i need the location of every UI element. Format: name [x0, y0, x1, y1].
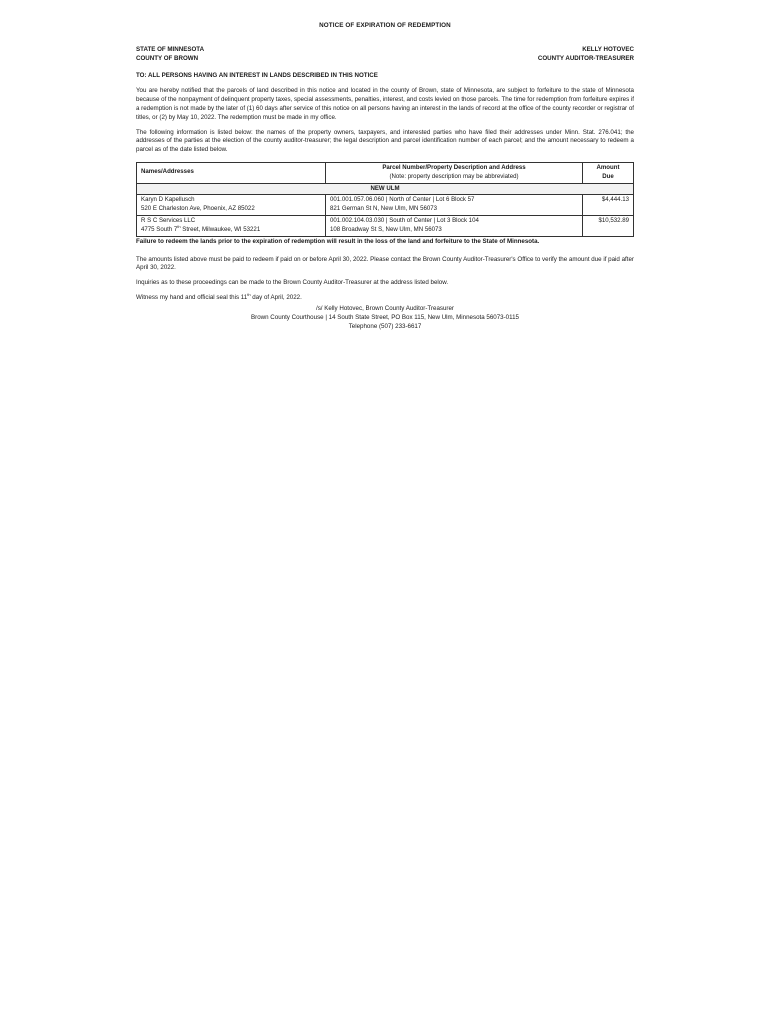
forfeiture-paragraph: You are hereby notified that the parcels of land described in this notice and located in the county of Brown, state of Minnesota, are subject to forfeiture to the state of Minnesota because of the nonpayment of delinquent property taxes, special assessments, penalties, interest, and costs levied on those parcels. The time for redemption from forfeiture expires if a redemption is not made by the later of (1) 60 days after service of this notice on all persons having an interest in the lands of record at the office of the county recorder or registrar of titles, or (2) by May 10, 2022. The redemption must be made in my office. — [136, 87, 634, 121]
amount-due: $4,444.13 — [583, 195, 634, 216]
parcel-description: 001.001.057.06.060 | North of Center | Lot 6 Block 57 — [330, 196, 475, 204]
ordinal-suffix: th — [247, 291, 251, 297]
parcel-cell — [326, 216, 583, 237]
amount-due: $10,532.89 — [583, 216, 634, 237]
jurisdiction-block — [136, 45, 204, 64]
official-block — [538, 45, 634, 64]
parcel-header-label: Parcel Number/Property Description and Address — [382, 163, 526, 171]
addressee-line: TO: ALL PERSONS HAVING AN INTEREST IN LANDS DESCRIBED IN THIS NOTICE — [136, 71, 378, 79]
county-line: COUNTY OF BROWN — [136, 55, 199, 63]
notice-page — [136, 22, 634, 332]
ordinal-suffix: th — [177, 223, 181, 229]
property-address: 821 German St N, New Ulm, MN 56073 — [330, 205, 438, 213]
witness-line — [136, 291, 634, 303]
parcel-description: 001.002.104.03.030 | South of Center | Lot 3 Block 104 — [330, 217, 479, 225]
inquiries-paragraph: Inquiries as to these proceedings can be made to the Brown County Auditor-Treasurer at the address listed below. — [136, 279, 449, 287]
signature-block — [136, 304, 634, 332]
table-row — [137, 195, 634, 216]
witness-text: Witness my hand and official seal this 11 — [136, 293, 248, 301]
amount-header-line1: Amount — [596, 163, 620, 171]
state-line: STATE OF MINNESOTA — [136, 45, 205, 53]
notice-title: NOTICE OF EXPIRATION OF REDEMPTION — [319, 22, 451, 29]
owner-address — [141, 223, 321, 235]
property-address: 108 Broadway St S, New Ulm, MN 56073 — [330, 225, 442, 233]
payment-paragraph: The amounts listed above must be paid to redeem if paid on or before April 30, 2022. Please contact the Brown County Auditor-Treasurer's Office to verify the amount due if paid after April 30, 2022. — [136, 255, 634, 272]
courthouse-address: Brown County Courthouse | 14 South State Street, PO Box 115, New Ulm, Minnesota 56073-0115 — [251, 313, 519, 321]
telephone-line: Telephone (507) 233-6617 — [348, 323, 422, 331]
signature-line: /s/ Kelly Hotovec, Brown County Auditor-Treasurer — [315, 304, 454, 312]
notice-header — [136, 45, 634, 64]
owner-name: Karyn D Kapellusch — [141, 196, 195, 204]
owner-address: 520 E Charleston Ave, Phoenix, AZ 85022 — [141, 205, 255, 213]
table-header-row — [137, 162, 634, 183]
owner-address-part: Street, Milwaukee, WI 53221 — [180, 225, 261, 233]
information-paragraph: The following information is listed below: the names of the property owners, taxpayers, and interested parties who have filed their addresses under Minn. Stat. 276.041; the addresses of the parties at the election of the county auditor-treasurer; the legal description and parcel identification number of each parcel; and the amount necessary to redeem a parcel as of the date listed below. — [136, 128, 634, 154]
parcel-cell — [326, 195, 583, 216]
amount-header-line2: Due — [602, 172, 614, 180]
owner-address-part: 4775 South 7 — [141, 225, 178, 233]
parcel-header-note: (Note: property description may be abbreviated) — [389, 172, 519, 180]
owner-cell — [137, 216, 326, 237]
failure-warning: Failure to redeem the lands prior to the expiration of redemption will result in the loss of the land and forfeiture to the State of Minnesota. — [136, 237, 540, 245]
names-header: Names/Addresses — [137, 162, 326, 183]
witness-text: day of April, 2022. — [250, 293, 302, 301]
owner-cell — [137, 195, 326, 216]
amount-header — [583, 162, 634, 183]
parcels-table — [136, 162, 634, 237]
official-name: KELLY HOTOVEC — [582, 45, 634, 53]
parcel-header — [326, 162, 583, 183]
group-row — [137, 183, 634, 195]
group-label: NEW ULM — [137, 183, 634, 195]
owner-name: R S C Services LLC — [141, 217, 196, 225]
table-row — [137, 216, 634, 237]
official-title: COUNTY AUDITOR-TREASURER — [537, 55, 634, 63]
